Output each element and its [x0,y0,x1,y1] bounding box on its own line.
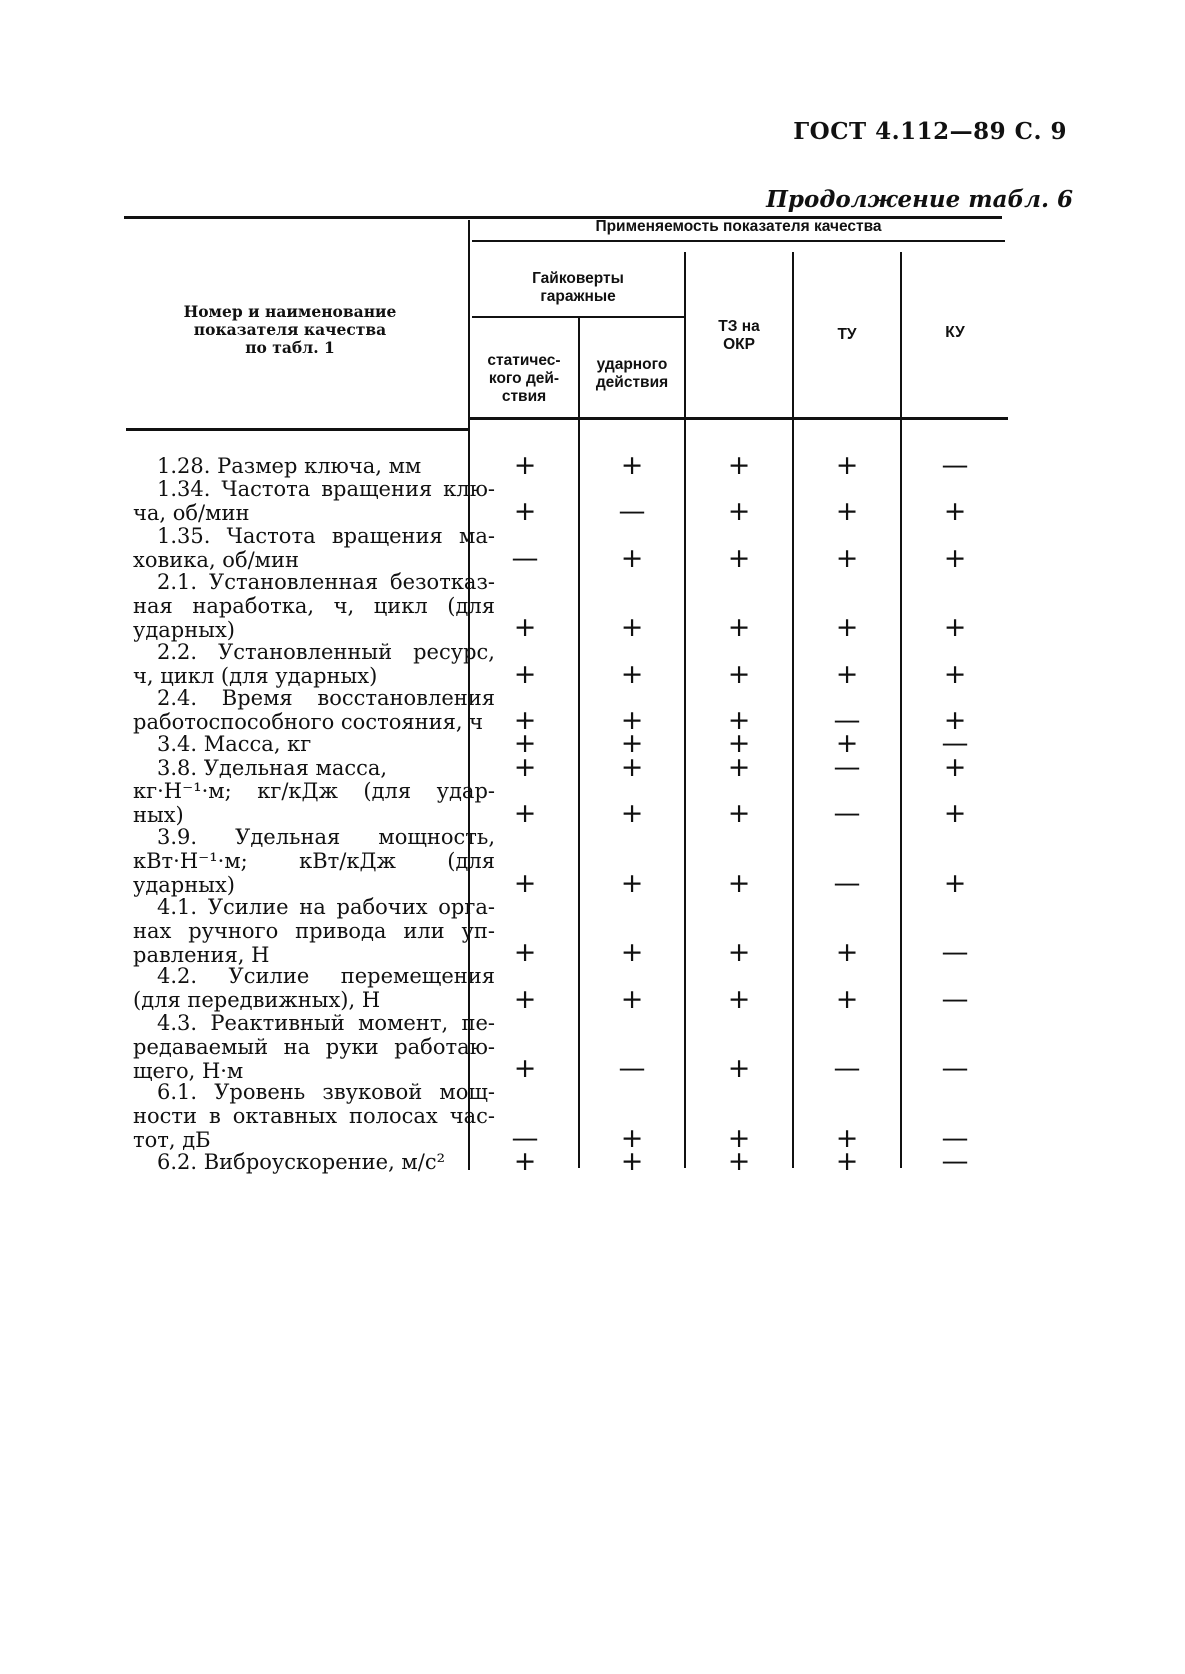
row-name [133,1150,495,1174]
applicability-mark: + [835,937,859,969]
applicability-mark: + [727,542,751,574]
applicability-mark: + [943,612,967,644]
applicability-mark: + [835,612,859,644]
body-top-rule [126,428,468,431]
applicability-mark: — [941,1122,969,1154]
applicability-mark: + [727,1146,751,1177]
applicability-mark: — [833,867,861,899]
applicability-header: Применяемость показателя качества [595,218,882,235]
row-name-line: ная наработка, ч, цикл (для [133,594,495,618]
applicability-mark: — [833,705,861,737]
row-name-line: щего, Н·м [133,1058,244,1083]
applicability-mark: + [943,542,967,574]
row-name-line: ности в октавных полосах час- [133,1104,495,1129]
col-header-ku: КУ [945,324,965,341]
col-header-static: статичес- кого дей- ствия [487,352,561,405]
row-name [133,524,495,572]
applicability-mark: + [835,450,859,481]
row-name [133,825,495,897]
applicability-mark: + [620,937,644,969]
row-name-line: тот, дБ [133,1128,211,1153]
row-name-line: 2.1. Установленная безотказ- [157,570,495,594]
applicability-mark: — [941,1053,969,1085]
applicability-mark: — [941,1146,969,1177]
applicability-mark: + [727,705,751,737]
row-name-line: ховика, об/мин [133,547,299,572]
applicability-mark: — [833,1053,861,1085]
row-name [133,964,495,1012]
row-name-line: ных) [133,802,184,827]
row-name [133,570,495,642]
group-header-wrenches: Гайковерты гаражные [532,270,624,305]
row-name-line: работоспособного состояния, ч [133,710,484,734]
applicability-mark: + [620,542,644,574]
row-name-line: ударных) [133,618,235,642]
applicability-mark: + [727,1122,751,1154]
row-name [133,640,495,688]
row-name-line: 3.9. Удельная мощность, [157,825,495,850]
col-header-name: Номер и наименование показателя качества по табл. 1 [183,302,397,357]
applicability-mark: + [727,658,751,690]
applicability-mark: + [727,798,751,829]
applicability-mark: + [513,1146,537,1177]
applicability-mark: + [943,658,967,690]
applicability-mark: + [620,658,644,690]
applicability-mark: + [727,728,751,760]
applicability-mark: + [513,867,537,899]
applicability-mark: + [835,1122,859,1154]
applicability-mark: + [513,658,537,690]
applicability-mark: + [620,450,644,481]
applicability-mark: + [513,728,537,760]
applicability-mark: + [513,1053,537,1085]
applicability-mark: — [941,450,969,481]
applicability-mark: + [513,496,537,528]
applicability-mark: + [727,612,751,644]
applicability-mark: + [835,658,859,690]
applicability-mark: + [513,751,537,783]
applicability-mark: + [513,937,537,969]
row-name-line: ударных) [133,873,235,898]
row-name-line: 4.1. Усилие на рабочих орга- [157,894,495,919]
row-name-line: редаваемый на руки работаю- [133,1034,495,1059]
row-name [133,686,495,734]
applicability-mark: + [835,728,859,760]
applicability-mark: + [620,983,644,1015]
row-name [133,779,495,827]
applicability-mark: — [941,983,969,1015]
applicability-mark: + [943,867,967,899]
row-name [133,895,495,967]
applicability-mark: + [727,1053,751,1085]
applicability-mark: + [835,1146,859,1177]
row-name [133,477,495,525]
applicability-mark: — [833,751,861,783]
applicability-mark: + [513,983,537,1015]
col-header-tz: ТЗ на ОКР [718,318,760,353]
row-name [133,1080,495,1152]
applicability-mark: + [513,705,537,737]
applicability-mark: + [727,983,751,1015]
applicability-mark: + [835,542,859,574]
applicability-mark: + [727,867,751,899]
applicability-mark: — [941,937,969,969]
col-header-tu: ТУ [837,326,857,343]
applicability-mark: + [727,450,751,481]
applicability-mark: + [943,751,967,783]
applicability-mark: — [618,496,646,528]
applicability-mark: + [620,728,644,760]
applicability-mark: + [513,450,537,481]
applicability-mark: — [833,798,861,829]
applicability-mark: + [727,496,751,528]
row-name-line: 2.2. Установленный ресурс, [157,639,495,664]
row-name-line: кг·Н⁻¹·м; кг/кДж (для удар- [133,778,495,803]
row-name-line: нах ручного привода или уп- [133,918,495,943]
row-name [133,732,495,756]
row-name-line: равления, Н [133,942,270,967]
applicability-mark: + [620,705,644,737]
applicability-mark: + [943,705,967,737]
applicability-mark: + [835,496,859,528]
table-caption: Продолжение табл. 6 [766,186,1073,213]
applicability-mark: + [727,751,751,783]
page-header: ГОСТ 4.112—89 С. 9 [793,118,1067,145]
applicability-mark: + [513,798,537,829]
row-name-line: 6.2. Виброускорение, м/с² [157,1150,446,1174]
row-name-line: 3.4. Масса, кг [157,732,312,757]
row-name-line: ча, об/мин [133,501,250,526]
row-name-line: 1.34. Частота вращения клю- [157,477,495,502]
applicability-mark: + [835,983,859,1015]
applicability-mark: + [943,798,967,829]
applicability-mark: + [620,1122,644,1154]
row-name-line: 1.35. Частота вращения ма- [157,523,495,548]
row-name-line: 4.2. Усилие перемещения [157,964,495,989]
row-name-line: 1.28. Размер ключа, мм [157,454,422,478]
applicability-mark: + [943,496,967,528]
row-name-line: 2.4. Время восстановления [157,686,495,710]
applicability-mark: + [620,798,644,829]
applicability-mark: + [620,867,644,899]
applicability-mark: + [620,751,644,783]
col-header-impact: ударного действия [595,356,669,391]
applicability-mark: — [941,728,969,760]
applicability-mark: — [511,542,539,574]
row-name-line: 6.1. Уровень звуковой мощ- [157,1080,495,1105]
applicability-underline [472,240,1005,242]
applicability-mark: + [513,612,537,644]
applicability-mark: + [620,612,644,644]
row-name-line: (для передвижных), Н [133,988,381,1013]
applicability-mark: + [727,937,751,969]
header-bottom-rule [470,417,1008,420]
row-name [133,1011,495,1083]
applicability-mark: — [511,1122,539,1154]
applicability-mark: + [620,1146,644,1177]
row-name-line: 3.8. Удельная масса, [157,755,388,780]
row-name-line: 4.3. Реактивный момент, пе- [157,1010,495,1035]
applicability-mark: — [618,1053,646,1085]
row-name-line: ч, цикл (для ударных) [133,663,378,688]
row-name [133,454,495,478]
row-name [133,756,495,780]
row-name-line: кВт·Н⁻¹·м; кВт/кДж (для [133,849,495,874]
